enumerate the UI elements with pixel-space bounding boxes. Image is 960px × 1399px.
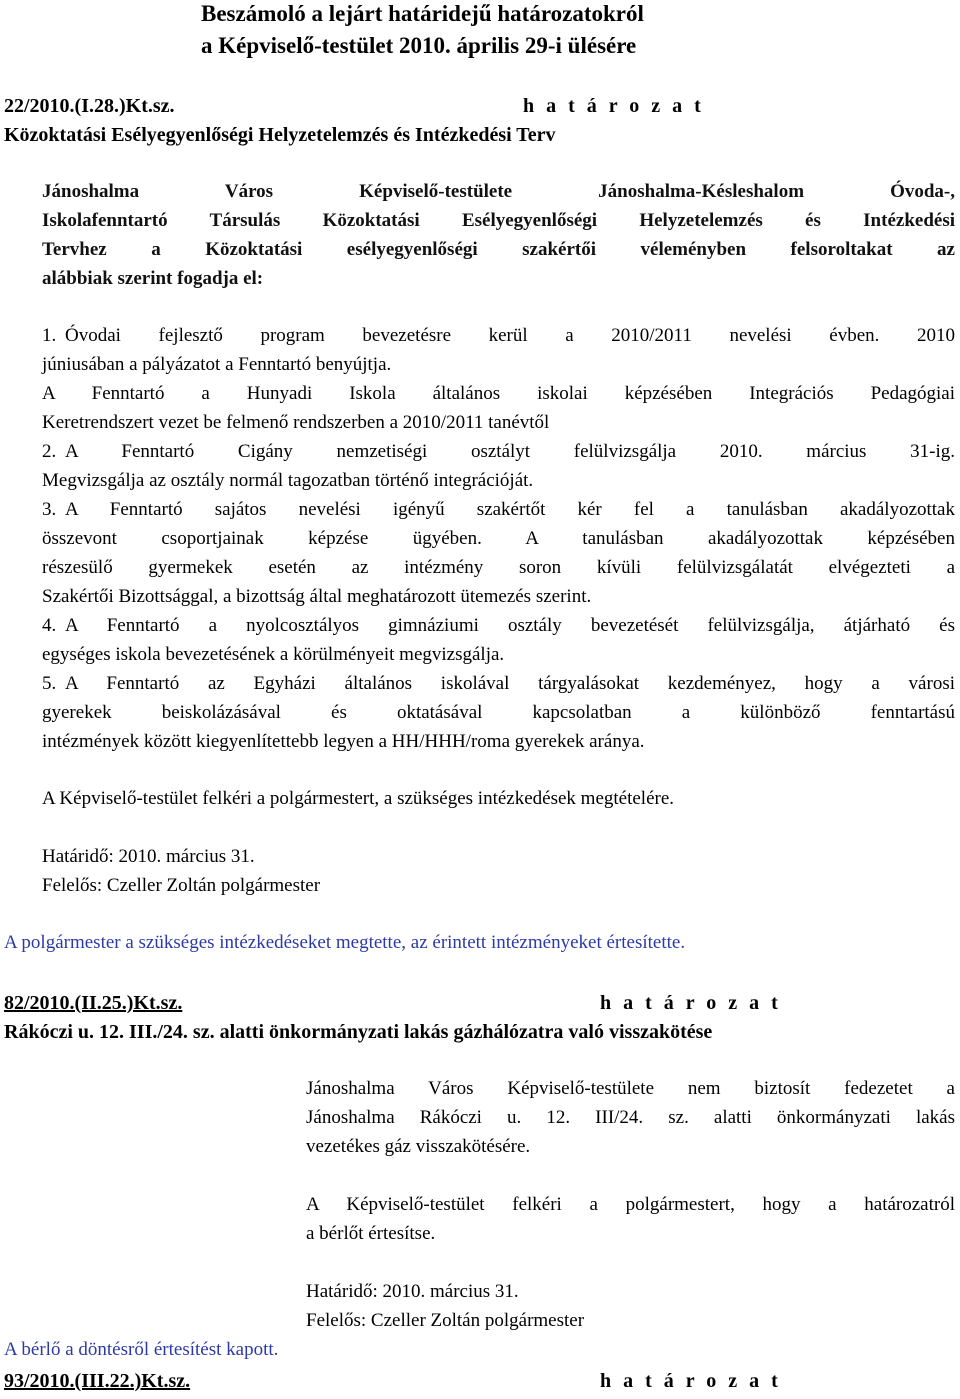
point-line: A Fenntartó a nyolcosztályos gimnáziumi osztály bevezetését felülvizsgálja, átjárható és [65, 615, 955, 636]
point-line: gyerekek beiskolázásával és oktatásával kapcsolatban a különböző fenntartású [42, 702, 955, 723]
point-line: egységes iskola bevezetésének a körülményeit megvizsgálja. [42, 644, 505, 665]
resolution-number: 22/2010.(I.28.)Kt.sz. [4, 95, 175, 117]
resolution-number: 82/2010.(II.25.)Kt.sz. [4, 992, 183, 1014]
deadline-text: Határidő: 2010. március 31. [42, 846, 255, 867]
point-line: intézmények között kiegyenlítettebb legyen a HH/HHH/roma gyerekek aránya. [42, 731, 645, 752]
point-number: 4. [42, 615, 57, 636]
point-line: összevont csoportjainak képzése ügyében. A tanulásban akadályozottak képzésében [42, 528, 955, 549]
point-line: részesülő gyermekek esetén az intézmény soron kívüli felülvizsgálatát elvégezteti a [42, 557, 955, 578]
point-line: A Fenntartó sajátos nevelési igényű szakértőt kér fel a tanulásban akadályozottak [65, 499, 955, 520]
resolution-type-label: h a t á r o z a t [600, 1370, 782, 1392]
point-number: 3. [42, 499, 57, 520]
point-line: A Fenntartó Cigány nemzetiségi osztályt felülvizsgálja 2010. március 31-ig. [65, 441, 955, 462]
implementation-report: A polgármester a szükséges intézkedéseket megtette, az érintett intézményeket értesítette. [4, 932, 686, 953]
point-line: A Fenntartó az Egyházi általános iskolával tárgyalásokat kezdeményez, hogy a városi [65, 673, 955, 694]
point-line: júniusában a pályázatot a Fenntartó benyújtja. [42, 354, 392, 375]
intro-line: alábbiak szerint fogadja el: [42, 268, 264, 289]
intro-line: Iskolafenntartó Társulás Közoktatási Esélyegyenlőségi Helyzetelemzés és Intézkedési [42, 210, 955, 231]
body-line: vezetékes gáz visszakötésére. [306, 1136, 531, 1157]
point-number: 5. [42, 673, 57, 694]
responsible-text: Felelős: Czeller Zoltán polgármester [42, 875, 321, 896]
resolution-subject: Rákóczi u. 12. III./24. sz. alatti önkormányzati lakás gázhálózatra való visszakötése [4, 1021, 713, 1043]
resolution-type-label: h a t á r o z a t [600, 992, 782, 1014]
point-number: 1. [42, 325, 57, 346]
request-line: A Képviselő-testület felkéri a polgármestert, hogy a határozatról [306, 1194, 955, 1215]
point-line: Keretrendszert vezet be felmenő rendszerben a 2010/2011 tanévtől [42, 412, 550, 433]
point-line: A Fenntartó a Hunyadi Iskola általános iskolai képzésében Integrációs Pedagógiai [42, 383, 955, 404]
resolution-number: 93/2010.(III.22.)Kt.sz. [4, 1370, 191, 1392]
request-line: a bérlőt értesítse. [306, 1223, 436, 1244]
point-line: Óvodai fejlesztő program bevezetésre kerül a 2010/2011 nevelési évben. 2010 [65, 325, 955, 346]
point-line: Szakértői Bizottsággal, a bizottság által meghatározott ütemezés szerint. [42, 586, 592, 607]
resolution-type-label: h a t á r o z a t [523, 95, 705, 117]
intro-line: Jánoshalma Város Képviselő-testülete Jánoshalma-Késleshalom Óvoda-, [42, 181, 955, 202]
body-line: Jánoshalma Rákóczi u. 12. III/24. sz. alatti önkormányzati lakás [306, 1107, 955, 1128]
request-text: A Képviselő-testület felkéri a polgármestert, a szükséges intézkedések megtételére. [42, 788, 675, 809]
point-line: Megvizsgálja az osztály normál tagozatban történő integrációját. [42, 470, 534, 491]
point-number: 2. [42, 441, 57, 462]
deadline-text: Határidő: 2010. március 31. [306, 1281, 519, 1302]
intro-line: Tervhez a Közoktatási esélyegyenlőségi szakértői véleményben felsoroltakat az [42, 239, 955, 260]
resolution-subject: Közoktatási Esélyegyenlőségi Helyzetelemzés és Intézkedési Terv [4, 124, 556, 146]
body-line: Jánoshalma Város Képviselő-testülete nem biztosít fedezetet a [306, 1078, 955, 1099]
responsible-text: Felelős: Czeller Zoltán polgármester [306, 1310, 585, 1331]
report-title-line2: a Képviselő-testület 2010. április 29-i ülésére [201, 33, 637, 58]
report-title-line1: Beszámoló a lejárt határidejű határozatokról [201, 1, 644, 26]
implementation-report: A bérlő a döntésről értesítést kapott. [4, 1339, 279, 1360]
